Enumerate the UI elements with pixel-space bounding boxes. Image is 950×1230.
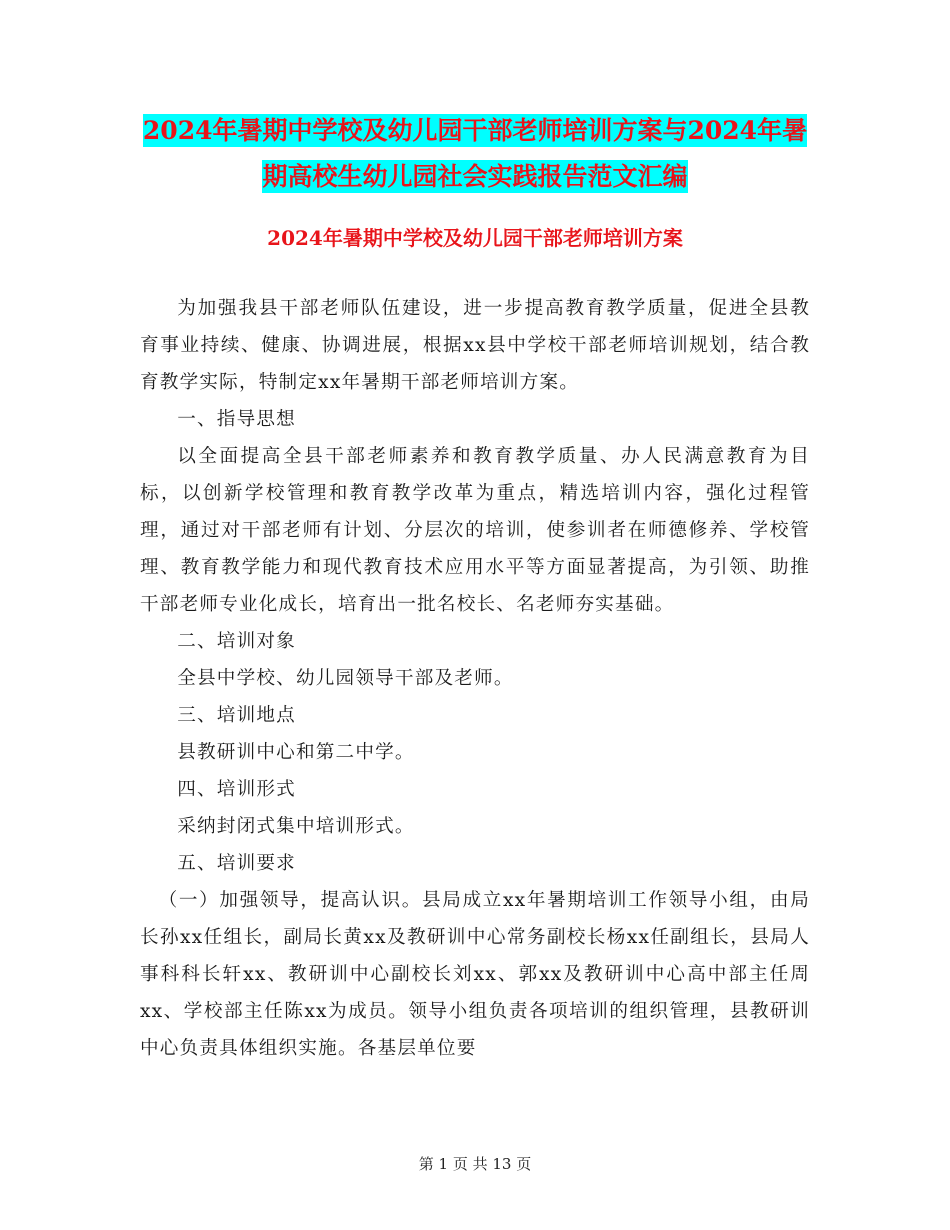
paragraph-training-requirements: （一）加强领导，提高认识。县局成立xx年暑期培训工作领导小组，由局长孙xx任组长，副局长黄xx及教研训中心常务副校长杨xx任副组长，县局人事科科长轩xx、教研训中心副校长刘xx、郭xx及教研训中心高中部主任周xx、学校部主任陈xx为成员。领导小组负责各项培训的组织管理，县教研训中心负责具体组织实施。各基层单位要 <box>140 890 810 1059</box>
document-title-text: 2024年暑期中学校及幼儿园干部老师培训方案与2024年暑期高校生幼儿园社会实践报告范文汇编 <box>142 116 808 191</box>
document-body <box>140 290 810 1067</box>
document-title <box>140 108 810 200</box>
heading-guiding-ideology: 一、指导思想 <box>177 409 296 430</box>
paragraph-training-location: 县教研训中心和第二中学。 <box>177 742 415 763</box>
paragraph-training-format: 采纳封闭式集中培训形式。 <box>177 816 415 837</box>
heading-training-location: 三、培训地点 <box>177 705 296 726</box>
heading-training-targets: 二、培训对象 <box>177 631 296 652</box>
paragraph-intro: 为加强我县干部老师队伍建设，进一步提高教育教学质量，促进全县教育事业持续、健康、协调进展，根据xx县中学校干部老师培训规划，结合教育教学实际，特制定xx年暑期干部老师培训方案。 <box>140 298 810 393</box>
page-number-footer: 第 1 页 共 13 页 <box>418 1155 532 1173</box>
section-title: 2024年暑期中学校及幼儿园干部老师培训方案 <box>267 226 683 250</box>
paragraph-training-targets: 全县中学校、幼儿园领导干部及老师。 <box>177 668 514 689</box>
paragraph-guiding-ideology: 以全面提高全县干部老师素养和教育教学质量、办人民满意教育为目标，以创新学校管理和教育教学改革为重点，精选培训内容，强化过程管理，通过对干部老师有计划、分层次的培训，使参训者在师德修养、学校管理、教育教学能力和现代教育技术应用水平等方面显著提高，为引领、助推干部老师专业化成长，培育出一批名校长、名老师夯实基础。 <box>140 446 810 615</box>
heading-training-requirements: 五、培训要求 <box>177 853 296 874</box>
heading-training-format: 四、培训形式 <box>177 779 296 800</box>
